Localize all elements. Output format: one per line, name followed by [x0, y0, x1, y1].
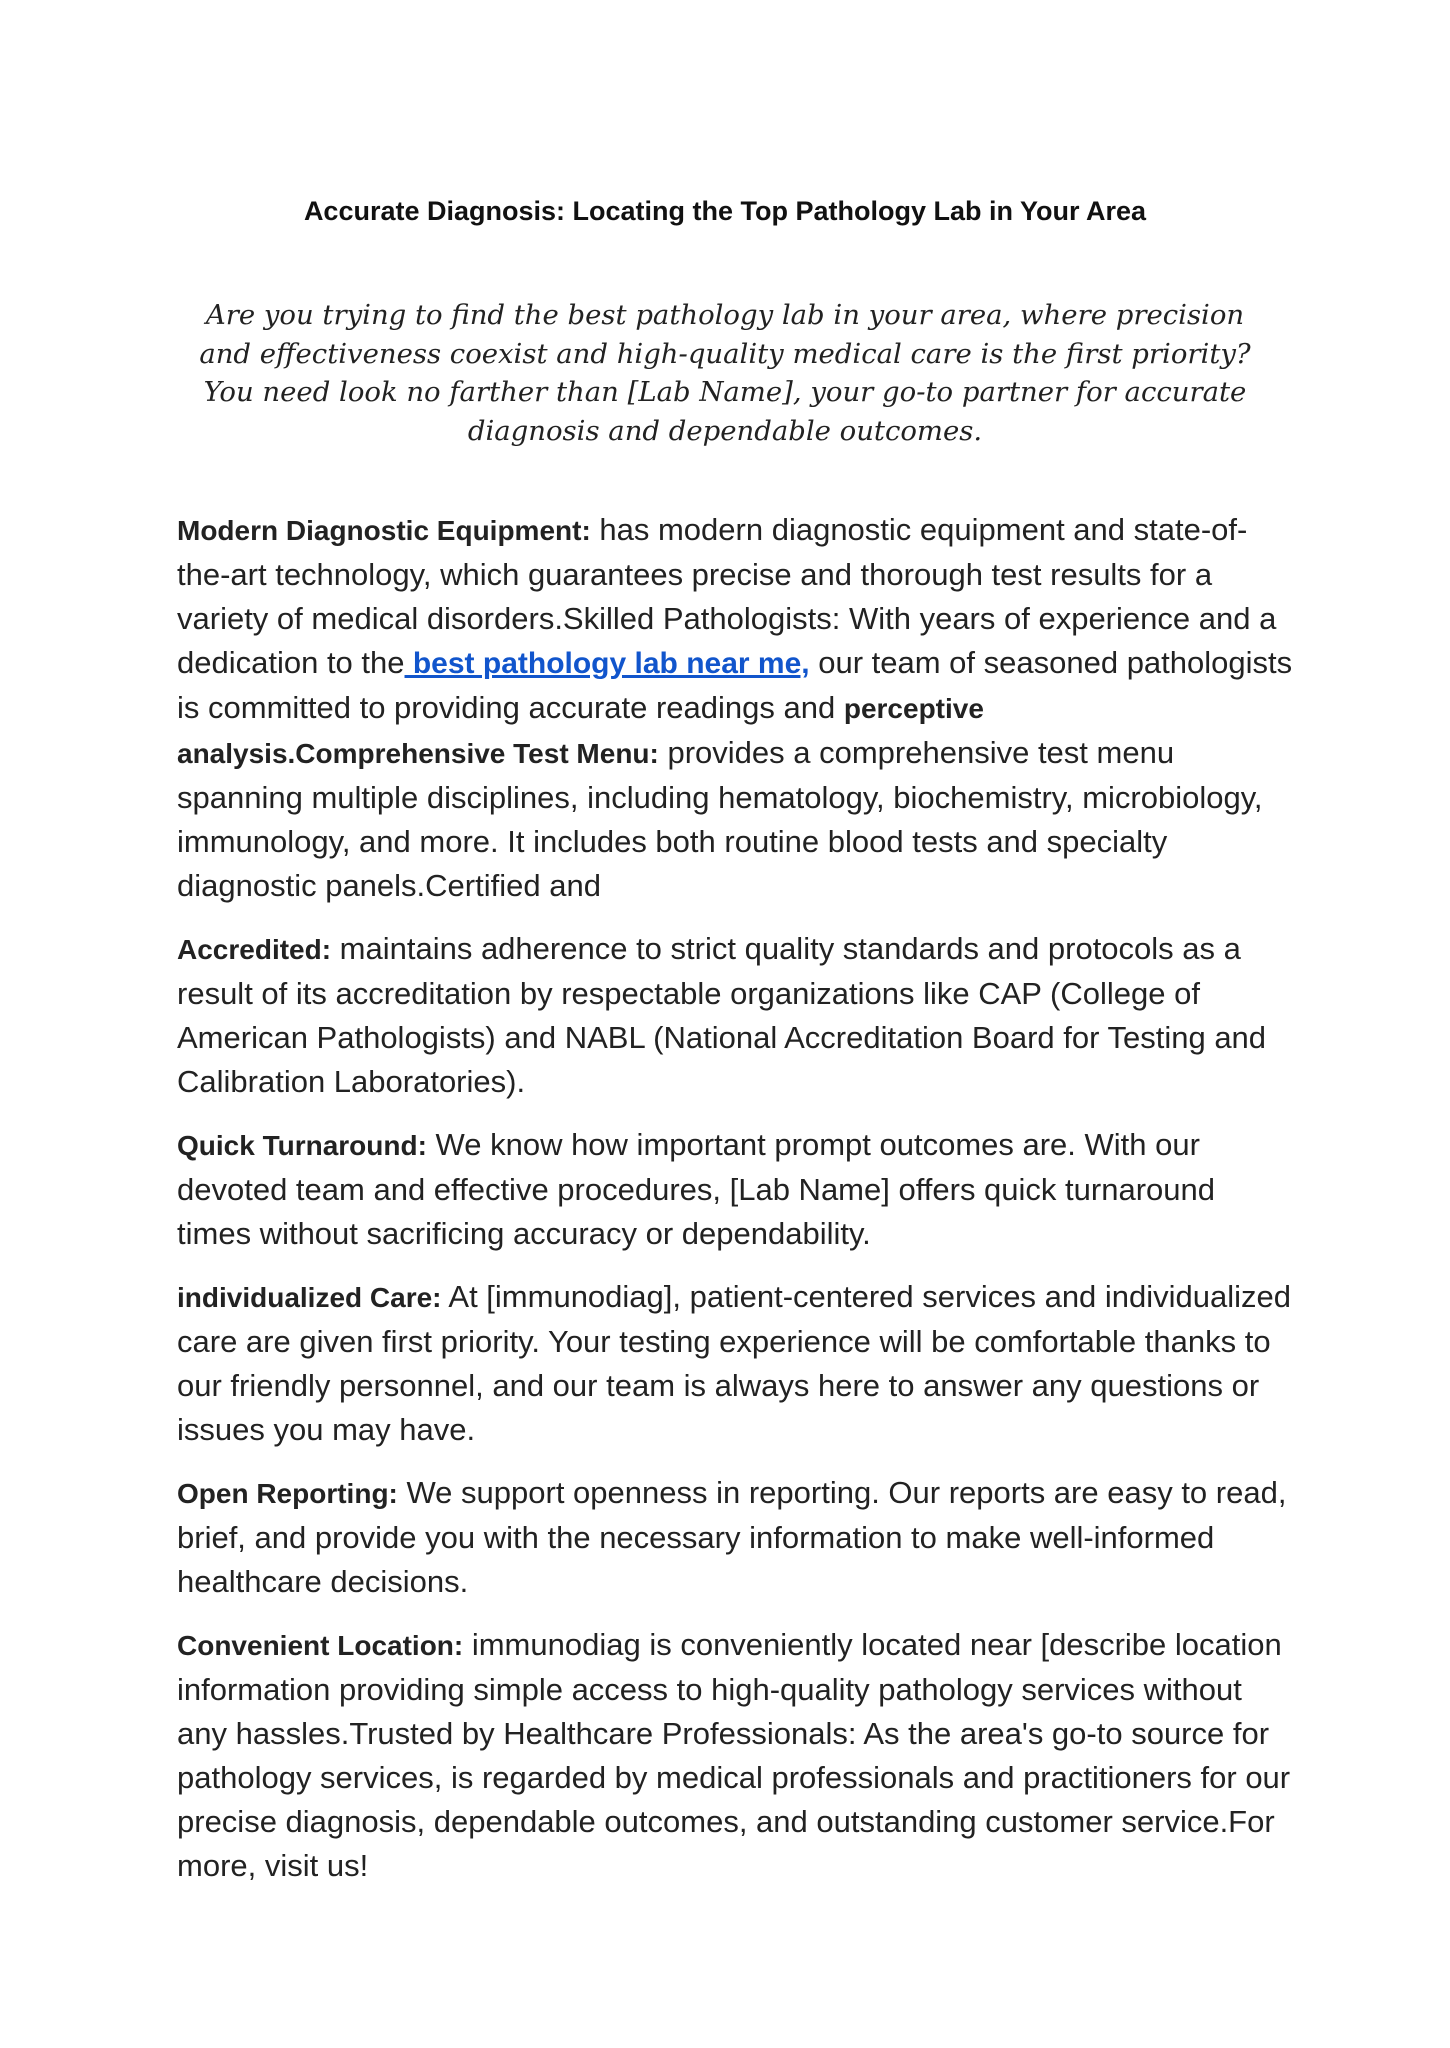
paragraph-text: provides a comprehensive test menu spanning multiple disciplines, including hematology, biochemistry, microbiology, immunology, and more. It includes both routine blood tests and specialty diagnostic panels.Certified and [177, 735, 1263, 903]
paragraph-label: Quick Turnaround: [177, 1130, 427, 1161]
paragraph-equipment [177, 508, 1297, 908]
paragraph-text: our team of seasoned pathologists is committed to providing accurate readings and [177, 645, 1293, 725]
paragraph-label: individualized Care: [177, 1282, 442, 1313]
paragraph-text: immunodiag is conveniently located near [describe location information providing simple access to high-quality pathology services without any hassles.Trusted by Healthcare Professionals: As the area's go-to source for pathology services, is regarded by medical professionals and practitioners for our precise diagnosis, dependable outcomes, and outstanding customer service.For more, visit us! [177, 1627, 1291, 1883]
paragraph-text: We know how important prompt outcomes are. With our devoted team and effective procedures, [Lab Name] offers quick turnaround times without sacrificing accuracy or dependability. [177, 1127, 1215, 1251]
paragraph-open-reporting [177, 1471, 1297, 1604]
paragraph-convenient-location [177, 1623, 1297, 1888]
paragraph-label: Modern Diagnostic Equipment: [177, 515, 591, 546]
paragraph-text: At [immunodiag], patient-centered services and individualized care are given first priority. Your testing experience will be comfortable thanks to our friendly personnel, and our team is always here to answer any questions or issues you may have. [177, 1279, 1292, 1447]
paragraph-individualized-care [177, 1275, 1297, 1452]
intro-paragraph: Are you trying to find the best pathology lab in your area, where precision and effectiveness coexist and high-quality medical care is the first priority? You need look no farther than [Lab Name], your go-to partner for accurate diagnosis and dependable outcomes. [199, 299, 1251, 447]
paragraph-text: has modern diagnostic equipment and state-of-the-art technology, which guarantees precise and thorough test results for a variety of medical disorders.Skilled Pathologists: With years of experience and a dedication to the [177, 512, 1277, 680]
paragraph-quick-turnaround [177, 1123, 1297, 1256]
paragraph-label: Accredited: [177, 934, 332, 965]
paragraph-label: Convenient Location: [177, 1630, 464, 1661]
paragraph-text: We support openness in reporting. Our reports are easy to read, brief, and provide you with the necessary information to make well-informed healthcare decisions. [177, 1475, 1287, 1599]
paragraph-label: Open Reporting: [177, 1478, 398, 1509]
pathology-lab-link[interactable]: best pathology lab near me, [404, 647, 810, 680]
document-title: Accurate Diagnosis: Locating the Top Pathology Lab in Your Area [303, 196, 1147, 226]
paragraph-label: perceptive analysis.Comprehensive Test Menu: [177, 693, 984, 769]
paragraph-text: maintains adherence to strict quality standards and protocols as a result of its accreditation by respectable organizations like CAP (College of American Pathologists) and NABL (National Accreditation Board for Testing and Calibration Laboratories). [177, 931, 1267, 1099]
paragraph-accredited [177, 927, 1297, 1104]
document-body [177, 508, 1297, 1907]
